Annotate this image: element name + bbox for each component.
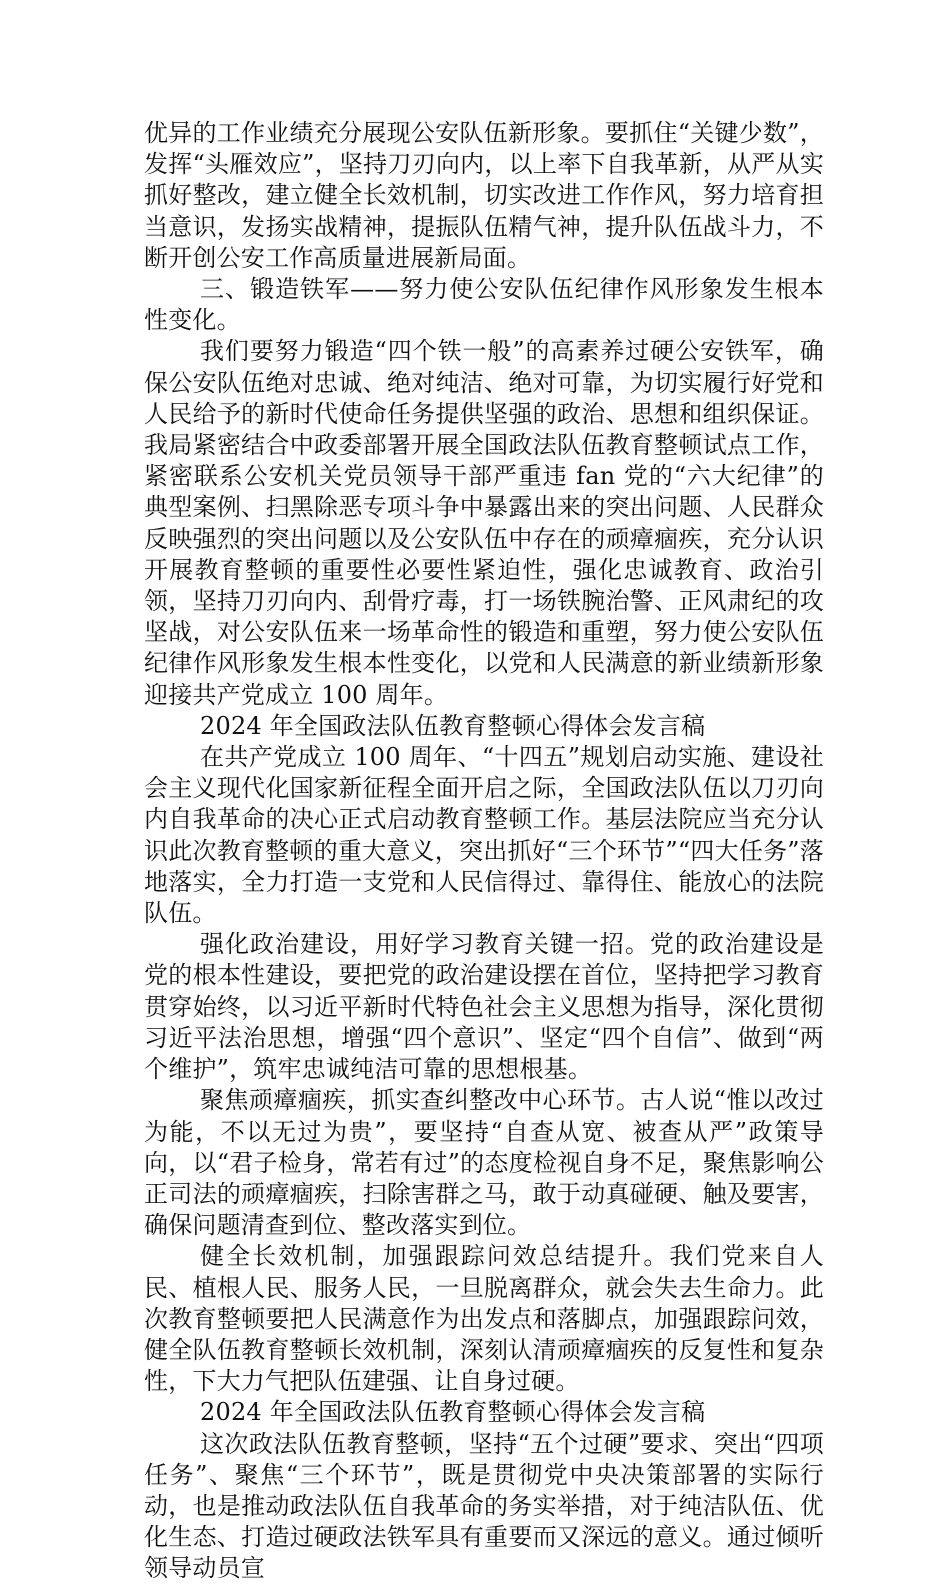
paragraph-continued: 优异的工作业绩充分展现公安队伍新形象。要抓住“关键少数”，发挥“头雁效应”，坚持刀刃向内，以上率下自我革新，从严从实抓好整改，建立健全长效机制，切实改进工作作风，努力培育担当意识，发扬实战精神，提振队伍精气神，提升队伍战斗力，不断开创公安工作高质量进展新局面。 xyxy=(144,119,824,272)
speech-title-2: 2024 年全国政法队伍教育整顿心得体会发言稿 xyxy=(200,1398,706,1427)
paragraph-iron-army-body: 我们要努力锻造“四个铁一般”的高素养过硬公安铁军，确保公安队伍绝对忠诚、绝对纯洁、绝对可靠，为切实履行好党和人民给予的新时代使命任务提供坚强的政治、思想和组织保证。我局紧密结合中政委部署开展全国政法队伍教育整顿试点工作，紧密联系公安机关党员领导干部严重违 fan 党的“六大纪律”的典型案例、扫黑除恶专项斗争中暴露出来的突出问题、人民群众反映强烈的突出问题以及公安队伍中存在的顽瘴痼疾，充分认识开展教育整顿的重要性必要性紧迫性，强化忠诚教育、政治引领，坚持刀刃向内、刮骨疗毒，打一场铁腕治警、正风肃纪的攻坚战，对公安队伍来一场革命性的锻造和重塑，努力使公安队伍纪律作风形象发生根本性变化，以党和人民满意的新业绩新形象迎接共产党成立 100 周年。 xyxy=(144,337,824,709)
document-page xyxy=(144,118,824,1585)
paragraph-education-rectification: 这次政法队伍教育整顿，坚持“五个过硬”要求、突出“四项任务”、聚焦“三个环节”，既是贯彻党中央决策部署的实际行动，也是推动政法队伍自我革命的务实举措，对于纯洁队伍、优化生态、打造过硬政法铁军具有重要而又深远的意义。通过倾听领导动员宣 xyxy=(144,1429,824,1583)
paragraph-long-term-mechanism: 健全长效机制，加强跟踪问效总结提升。我们党来自人民、植根人民、服务人民，一旦脱离群众，就会失去生命力。此次教育整顿要把人民满意作为出发点和落脚点，加强跟踪问效，健全队伍教育整顿长效机制，深刻认清顽瘴痼疾的反复性和复杂性，下大力气把队伍建强、让自身过硬。 xyxy=(144,1242,824,1396)
paragraph-political-building: 强化政治建设，用好学习教育关键一招。党的政治建设是党的根本性建设，要把党的政治建设摆在首位，坚持把学习教育贯穿始终，以习近平新时代特色社会主义思想为指导，深化贯彻习近平法治思想，增强“四个意识”、坚定“四个自信”、做到“两个维护”，筑牢忠诚纯洁可靠的思想根基。 xyxy=(144,930,824,1084)
paragraph-rectification: 聚焦顽瘴痼疾，抓实查纠整改中心环节。古人说“惟以改过为能，不以无过为贵”，要坚持“自查从宽、被查从严”政策导向，以“君子检身，常若有过”的态度检视自身不足，聚焦影响公正司法的顽瘴痼疾，扫除害群之马，敢于动真碰硬、触及要害，确保问题清查到位、整改落实到位。 xyxy=(144,1086,824,1240)
speech-title-1: 2024 年全国政法队伍教育整顿心得体会发言稿 xyxy=(200,711,706,740)
section-heading-iron-army: 三、锻造铁军——努力使公安队伍纪律作风形象发生根本性变化。 xyxy=(144,275,824,335)
paragraph-intro: 在共产党成立 100 周年、“十四五”规划启动实施、建设社会主义现代化国家新征程全面开启之际，全国政法队伍以刀刃向内自我革命的决心正式启动教育整顿工作。基层法院应当充分认识此次教育整顿的重大意义，突出抓好“三个环节”“四大任务”落地落实，全力打造一支党和人民信得过、靠得住、能放心的法院队伍。 xyxy=(144,743,824,928)
